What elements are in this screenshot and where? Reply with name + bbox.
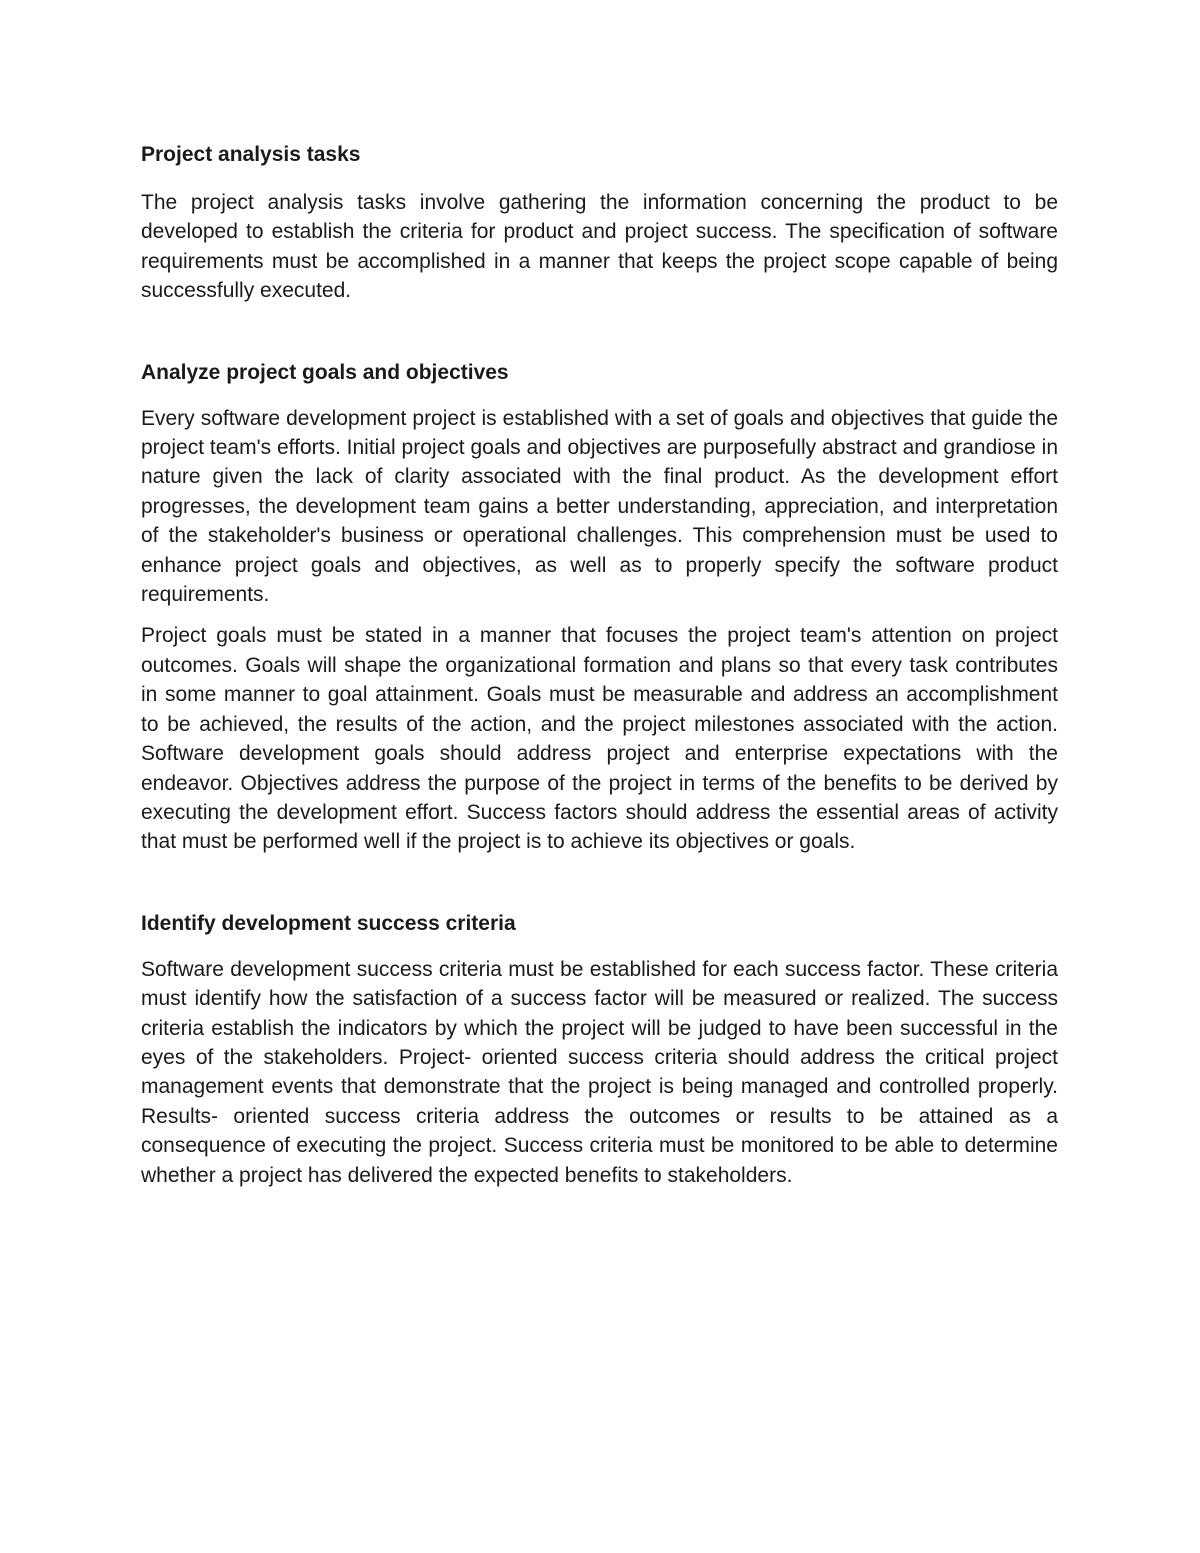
paragraph: The project analysis tasks involve gathering the information concerning the product to be developed to establish the criteria for product and project success. The specification of software requirements must be accomplished in a manner that keeps the project scope capable of being successfully executed. <box>141 191 1058 303</box>
section-project-analysis-tasks <box>141 140 1058 306</box>
section-analyze-project-goals <box>141 358 1058 857</box>
paragraph: Project goals must be stated in a manner that focuses the project team's attention on project outcomes. Goals will shape the organizational formation and plans so that every task contributes in some manner to goal attainment. Goals must be measurable and address an accomplishment to be achieved, the results of the action, and the project milestones associated with the action. Software development goals should address project and enterprise expectations with the endeavor. Objectives address the purpose of the project in terms of the benefits to be derived by executing the development effort. Success factors should address the essential areas of activity that must be performed well if the project is to achieve its objectives or goals. <box>141 624 1058 854</box>
paragraph: Every software development project is established with a set of goals and objectives that guide the project team's efforts. Initial project goals and objectives are purposefully abstract and grandiose in nature given the lack of clarity associated with the final product. As the development effort progresses, the development team gains a better understanding, appreciation, and interpretation of the stakeholder's business or operational challenges. This comprehension must be used to enhance project goals and objectives, as well as to properly specify the software product requirements. <box>141 406 1058 607</box>
section-heading: Analyze project goals and objectives <box>141 360 509 384</box>
paragraph: Software development success criteria must be established for each success factor. These criteria must identify how the satisfaction of a success factor will be measured or realized. The success criteria establish the indicators by which the project will be judged to have been successful in the eyes of the stakeholders. Project- oriented success criteria should address the critical project management events that demonstrate that the project is being managed and controlled properly. Results- oriented success criteria address the outcomes or results to be attained as a consequence of executing the project. Success criteria must be monitored to be able to determine whether a project has delivered the expected benefits to stakeholders. <box>141 957 1058 1187</box>
section-heading: Identify development success criteria <box>141 911 516 935</box>
section-identify-success-criteria <box>141 909 1058 1190</box>
document-page <box>141 140 1058 1202</box>
section-heading: Project analysis tasks <box>141 143 361 166</box>
